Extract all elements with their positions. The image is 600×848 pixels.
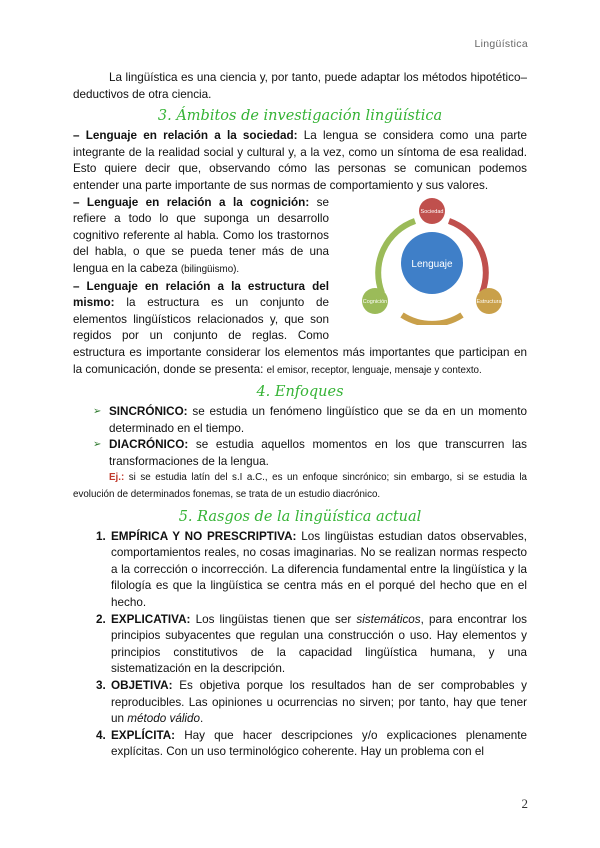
list-item [109,529,527,612]
feature-2-text-b: , para encontrar los principios subyacentes que regulan una construcción o uso. Hay elementos y principios constitutivos de la capacidad lingüística humana, y una sistematización en la descripción. [111,612,527,676]
feature-4-label: EXPLÍCITA: [111,728,176,742]
running-header: Lingüística [474,38,528,50]
feature-3-end: . [200,712,204,726]
feature-3-label: OBJETIVA: [111,679,173,692]
list-item [109,612,527,678]
section-5-title: 5. Rasgos de la lingüística actual [178,508,422,525]
feature-1-text: Los lingüistas estudian datos observables, comportamientos reales, no cosas imaginarias. No se realizan normas respecto a la corrección o incorrección. La diferencia fundamental entre la lingüística y la filología es que la lingüística se centra más en el porqué del hecho que en el hecho. [111,529,528,610]
list-item [93,404,527,437]
feature-3-text: Es objetiva porque los resultados han de ser comprobables y reproducibles. Las opiniones u ocurrencias no sirven; por tanto, hay que tener un [111,679,527,726]
scope-society [73,128,527,194]
list-item [93,437,527,470]
approaches-list [73,404,527,470]
center-node-label: Lenguaje [411,258,453,270]
arrow-bullet-icon: ➢ [93,439,102,451]
node-right-label: Estructura [476,298,502,305]
scope-cognition-note: (bilingüismo). [180,263,240,275]
list-item [109,728,527,761]
scope-structure-label: – Lenguaje en relación a la estructura del mismo: [73,279,329,310]
diachronic-text: se estudia aquellos momentos en los que transcurren las transformaciones de la lengua. [109,438,527,468]
node-left-label: Cognición [362,298,388,305]
section-4-title: 4. Enfoques [256,384,344,401]
page-number: 2 [521,796,528,811]
feature-3-italic: método válido [127,712,201,726]
synchronic-label: SINCRÓNICO: [109,405,188,419]
scope-cognition-text: se refiere a todo lo que suponga un desarrollo cognitivo referente al habla. Como los trastornos del habla, o que se pueda tener más de una lengua en la cabeza [73,195,329,275]
scope-society-label: – Lenguaje en relación a la sociedad: [73,129,298,143]
synchronic-text: se estudia un fenómeno lingüístico que se da en un momento determinado en el tiempo. [109,405,527,435]
diachronic-label: DIACRÓNICO: [109,438,189,452]
feature-1-label: EMPÍRICA Y NO PRESCRIPTIVA: [111,529,297,543]
list-item [109,678,527,728]
scope-structure-text: la estructura es un conjunto de elementos lingüísticos relacionados y, que son regidos por un conjunto de reglas. Como estructura es importante considerar los elementos más importantes que participan en la comunicación, donde se presenta: [73,296,527,376]
feature-2-text-a: Los lingüistas tienen que ser [190,612,357,626]
cycle-arc-bottom [402,315,462,324]
scope-cognition-label: – Lenguaje en relación a la cognición: [73,195,310,209]
scope-society-text: La lengua se considera como una parte integrante de la realidad social y cultural y, a la vez, como un síntoma de esa realidad. Esto quiere decir que, observando cómo las personas se comunican podemos entender una parte importante de sus normas de comportamiento y sus valores. [73,129,527,192]
scope-structure-note: el emisor, receptor, lenguaje, mensaje y contexto. [266,364,482,376]
section-3-title: 3. Ámbitos de investigación lingüística [157,108,443,125]
intro-paragraph: La lingüística es una ciencia y, por tanto, puede adaptar los métodos hipotético–deductivos de otra ciencia. [73,71,527,101]
feature-2-label: EXPLICATIVA: [111,612,191,626]
arrow-bullet-icon: ➢ [93,406,102,418]
example-text: si se estudia latín del s.I a.C., es un enfoque sincrónico; sin embargo, si se estudia la evolución de determinados fonemas, se trata de un estudio diacrónico. [73,472,527,501]
feature-2-italic: sistemáticos [356,612,421,626]
page-content [73,70,527,761]
feature-4-text: Hay que hacer descripciones y/o explicaciones plenamente explícitas. Con un uso terminológico coherente. Hay un problema con el [111,728,527,759]
node-top-label: Sociedad [420,208,444,215]
example-label: Ej.: [109,472,125,484]
example-paragraph [73,470,527,503]
language-cycle-diagram [337,197,527,325]
features-list [73,529,527,761]
